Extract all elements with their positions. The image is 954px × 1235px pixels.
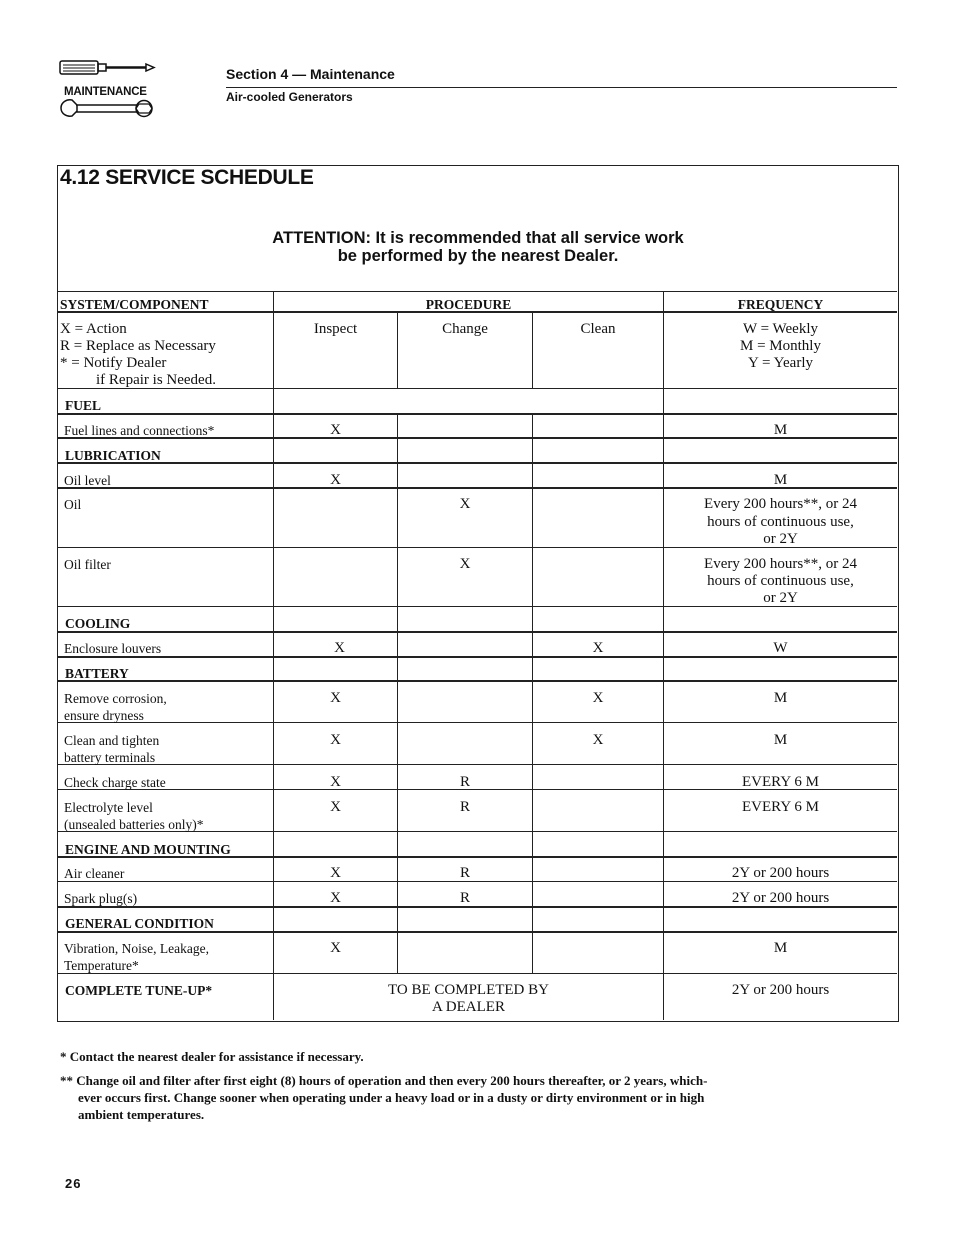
cell-frequency: M [773,732,788,748]
header-procedure: PROCEDURE [425,297,512,312]
row-name: Temperature* [64,958,139,973]
cell-frequency: W [773,640,788,656]
cell-frequency: or 2Y [763,531,798,547]
legend-freq-line: Y = Yearly [748,355,813,371]
row-rule [57,462,897,464]
cell-frequency: hours of continuous use, [707,573,854,589]
page-number: 26 [65,1176,82,1191]
header-system: SYSTEM/COMPONENT [60,297,209,312]
cell-frequency: M [773,422,788,438]
legend-clean: Clean [580,321,616,337]
row-name: Check charge state [64,775,166,790]
legend-freq-line: W = Weekly [742,321,818,337]
row-name: Fuel lines and connections* [64,423,215,438]
cell-frequency: 2Y or 200 hours [731,865,830,881]
cell-frequency: EVERY 6 M [742,774,819,790]
footnote-2-line: ambient temperatures. [78,1107,205,1122]
row-rule [57,973,897,974]
row-rule [57,722,897,723]
cell-inspect: X [330,690,341,706]
section-cooling: COOLING [65,616,131,631]
row-name: Air cleaner [64,866,125,881]
legend-freq-line: M = Monthly [740,338,821,354]
cell-frequency: 2Y or 200 hours [731,890,830,906]
cell-inspect: X [330,890,341,906]
cell-inspect: X [330,422,341,438]
cell-change: R [459,799,470,815]
cell-inspect: X [330,799,341,815]
cell-change: R [459,774,470,790]
footnote-2-line: ** Change oil and filter after first eight (8) hours of operation and then every 200 hours thereafter, or 2 years, which- [60,1073,708,1088]
attention-line-1: ATTENTION: It is recommended that all service work [272,229,684,247]
table-top-rule [57,291,897,292]
row-name: Clean and tighten [64,733,160,748]
cell-change: R [459,865,470,881]
row-name: Vibration, Noise, Leakage, [64,941,210,956]
cell-frequency: M [773,472,788,488]
row-name: Electrolyte level [64,800,153,815]
cell-frequency: hours of continuous use, [707,514,854,530]
cell-frequency: or 2Y [763,590,798,606]
cell-frequency: EVERY 6 M [742,799,819,815]
header-frequency: FREQUENCY [737,297,824,312]
cell-change: X [459,496,471,512]
footnote-1: * Contact the nearest dealer for assistance if necessary. [60,1049,364,1064]
legend-key-line: if Repair is Needed. [96,372,216,388]
cell-change: R [459,890,470,906]
cell-inspect: X [330,865,341,881]
legend-key-line: * = Notify Dealer [60,355,167,371]
section-general: GENERAL CONDITION [65,916,214,931]
row-name: Oil [64,497,82,512]
cell-inspect: X [330,940,341,956]
row-rule [57,680,897,682]
attention-line-2: be performed by the nearest Dealer. [337,247,619,265]
cell-procedure: TO BE COMPLETED BY [388,982,549,998]
section-fuel: FUEL [65,398,102,413]
row-name: Remove corrosion, [64,691,167,706]
legend-key-line: R = Replace as Necessary [60,338,216,354]
cell-inspect: X [330,732,341,748]
legend-key-line: X = Action [60,321,127,337]
legend-change: Change [442,321,488,337]
row-name: (unsealed batteries only)* [64,817,204,832]
column-rule [273,291,274,1020]
cell-frequency: M [773,940,788,956]
cell-procedure: A DEALER [432,999,505,1015]
cell-inspect: X [330,774,341,790]
cell-frequency: M [773,690,788,706]
cell-frequency: Every 200 hours**, or 24 [704,496,857,512]
footnote-2-line: ever occurs first. Change sooner when operating under a heavy load or in a dusty or dirty environment or in high [78,1090,705,1105]
section-lubrication: LUBRICATION [65,448,161,463]
cell-frequency: Every 200 hours**, or 24 [704,556,857,572]
row-rule [57,631,897,633]
cell-clean: X [592,732,604,748]
page-title: 4.12 SERVICE SCHEDULE [60,166,314,189]
row-name: Enclosure louvers [64,641,162,656]
section-heading: Section 4 — Maintenance [226,66,395,82]
cell-clean: X [592,640,604,656]
section-subtitle: Air-cooled Generators [226,90,353,104]
row-name: Spark plug(s) [64,891,138,906]
row-name: Oil level [64,473,111,488]
row-rule [57,413,897,415]
row-rule [57,764,897,765]
cell-clean: X [592,690,604,706]
row-name: COMPLETE TUNE-UP* [65,983,213,998]
legend-inspect: Inspect [313,321,358,337]
cell-frequency: 2Y or 200 hours [731,982,830,998]
cell-change: X [459,556,471,572]
header-divider [226,87,897,88]
cell-inspect: X [330,472,341,488]
section-engine: ENGINE AND MOUNTING [65,842,231,857]
row-name: ensure dryness [64,708,144,723]
row-name: Oil filter [64,557,111,572]
logo-label: MAINTENANCE [64,86,147,98]
attention-notice [200,229,756,265]
cell-inspect: X [334,640,345,656]
section-battery: BATTERY [65,666,129,681]
row-name: battery terminals [64,750,156,765]
